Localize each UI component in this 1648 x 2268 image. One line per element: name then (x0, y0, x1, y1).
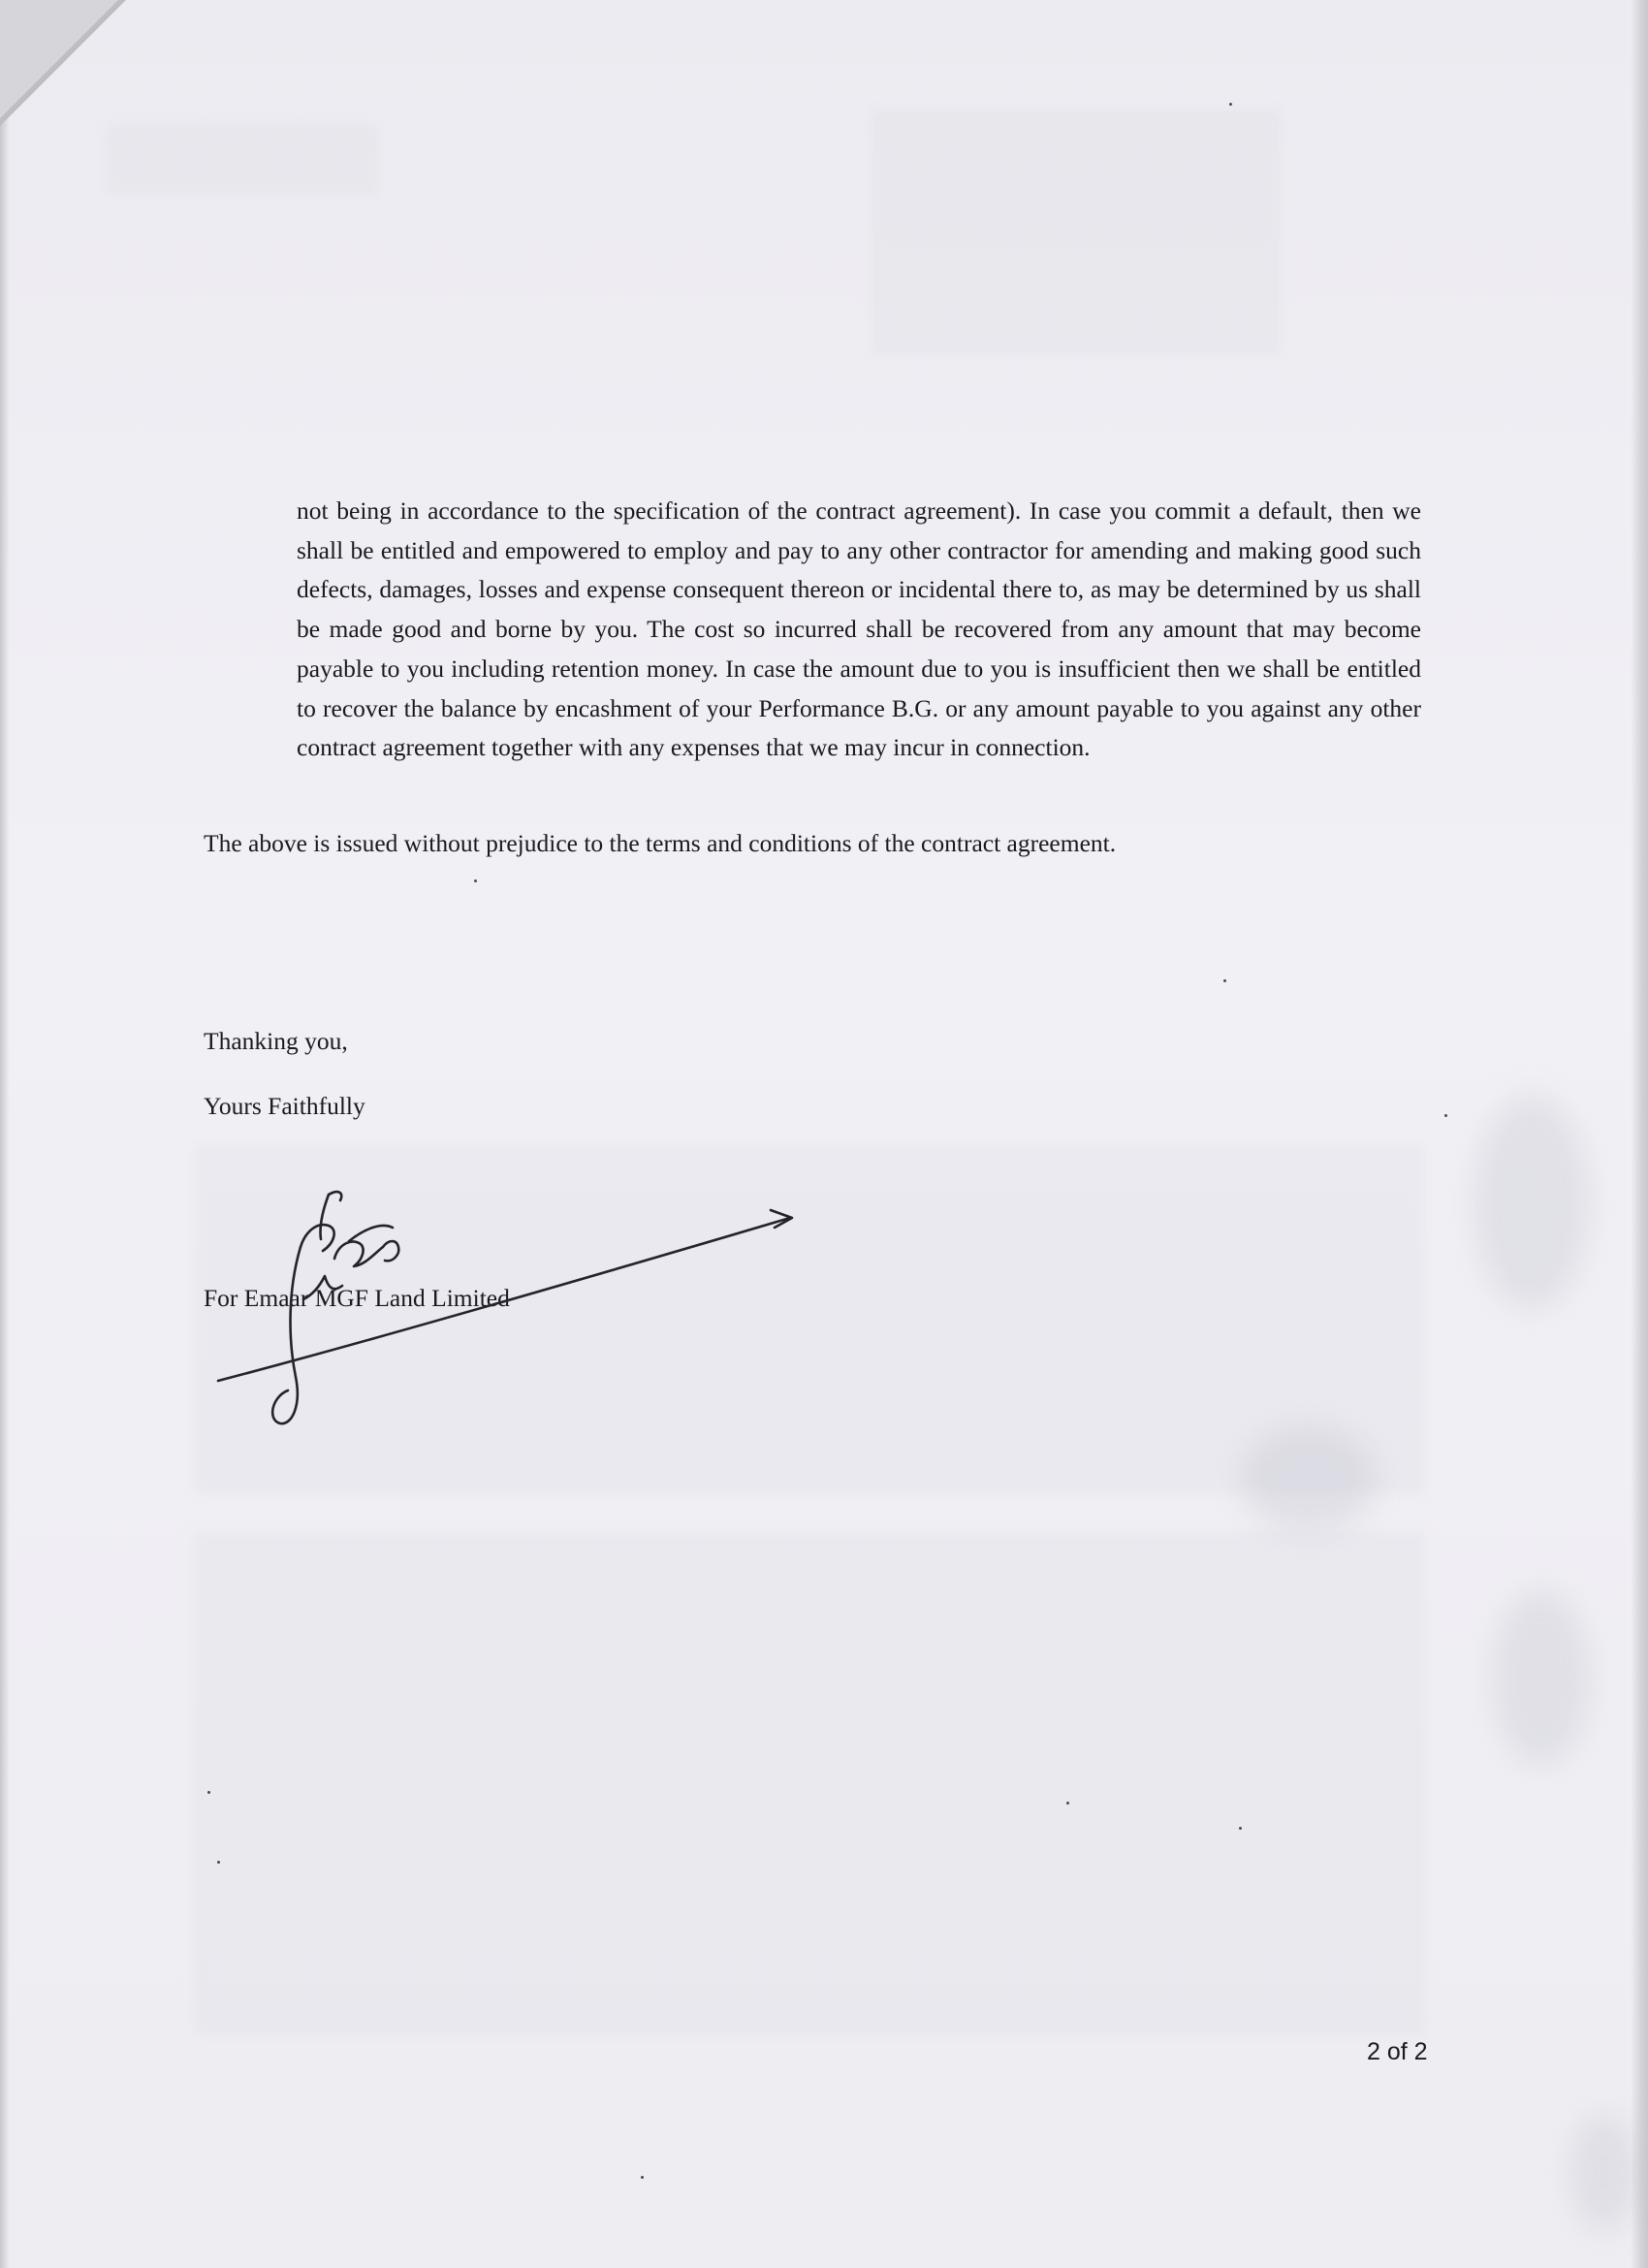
scan-speck (207, 1791, 210, 1794)
scan-shadow-left (0, 0, 10, 2268)
signoff-company-line: For Emaar MGF Land Limited (204, 1284, 510, 1312)
page-number: 2 of 2 (1367, 2038, 1428, 2065)
scan-speck (1066, 1802, 1069, 1805)
scan-speck (1444, 1114, 1447, 1117)
folded-corner-inner (0, 0, 118, 118)
smudge (1493, 1590, 1590, 1765)
scan-speck (1239, 1827, 1242, 1830)
scan-speck (1223, 979, 1226, 982)
scan-shadow-right (1631, 0, 1648, 2268)
bleed-through-text-block (194, 1144, 1425, 1493)
scan-speck (641, 2176, 644, 2179)
smudge (1570, 2114, 1638, 2230)
bleed-through-text-block-lower (194, 1532, 1425, 2036)
scan-speck (1229, 103, 1232, 106)
closing-text: Thanking you, (204, 1027, 348, 1055)
scan-speck (474, 879, 477, 882)
valediction-text: Yours Faithfully (204, 1092, 365, 1120)
letter-body-paragraph: not being in accordance to the specification of the contract agreement). In case you commit a default, then we shall be entitled and empowered to employ and pay to any other contractor for amending and making good such defects, damages, losses and expense consequent thereon or incidental there to, as may be determined by us shall be made good and borne by you. The cost so incurred shall be recovered from any amount that may become payable to you including retention money. In case the amount due to you is insufficient then we shall be entitled to recover the balance by encashment of your Performance B.G. or any amount payable to you against any other contract agreement together with any expenses that we may incur in connection. (297, 496, 1421, 762)
smudge (1241, 1425, 1377, 1532)
smudge (1474, 1096, 1590, 1309)
scan-speck (217, 1861, 220, 1864)
disclaimer-text: The above is issued without prejudice to the terms and conditions of the contract agreement. (204, 829, 1117, 857)
bleed-through-letterhead (872, 112, 1280, 354)
bleed-through-logo (107, 126, 378, 194)
